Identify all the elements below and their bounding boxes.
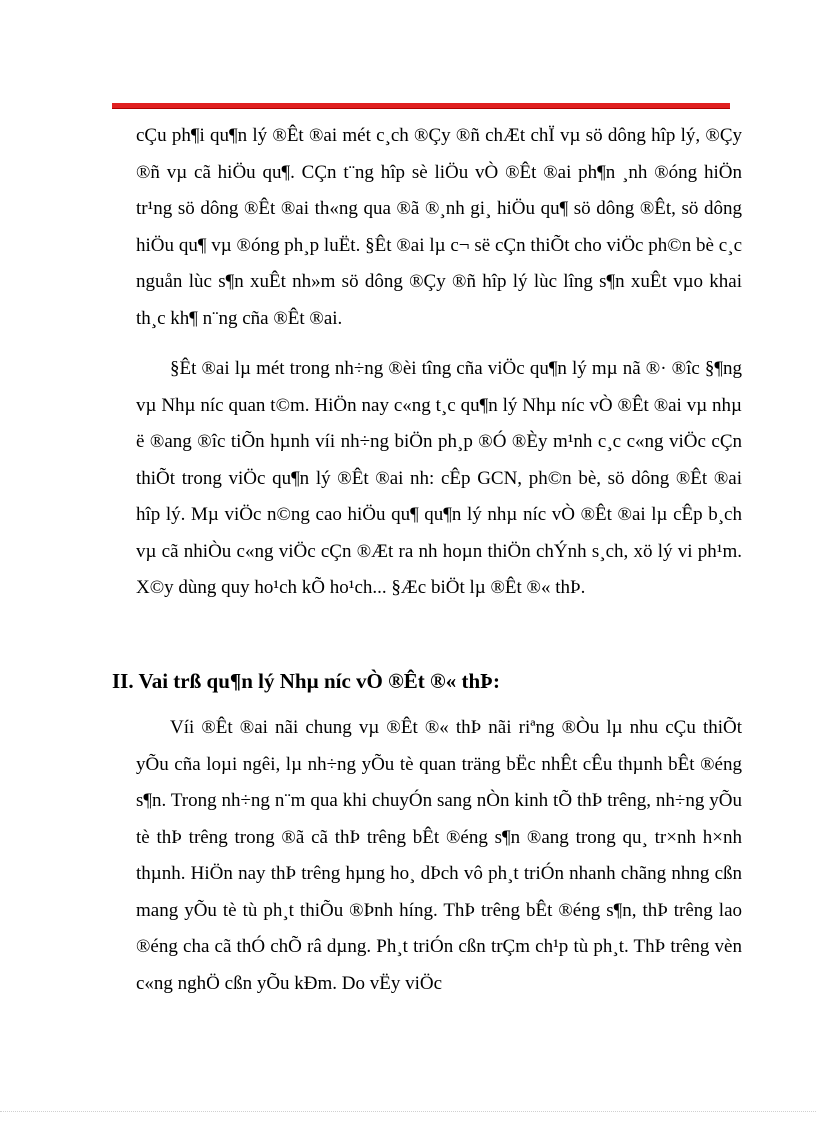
header-rule <box>112 103 730 109</box>
paragraph: cÇu ph¶i qu¶n lý ®Êt ®ai mét c¸ch ®Çy ®ñ chÆt chÏ vµ sö dông hîp lý, ®Çy ®ñ vµ cã hiÖu qu¶. CÇn t¨ng hîp sè liÖu vÒ ®Êt ®ai ph¶n ¸nh ®óng hiÖn tr¹ng sö dông ®Êt ®ai th«ng qua ®ã ®¸nh gi¸ hiÖu qu¶ sö dông ®Êt, sö dông hiÖu qu¶ vµ ®óng ph¸p luËt. §Êt ®ai lµ c¬ së cÇn thiÕt cho viÖc ph©n bè c¸c nguån lùc s¶n xuÊt nh»m sö dông ®Çy ®ñ hîp lý lùc lîng s¶n xuÊt vµo khai th¸c kh¶ n¨ng cña ®Êt ®ai. <box>136 125 742 329</box>
page-bottom-divider <box>0 1111 816 1113</box>
section-1-body <box>136 118 742 607</box>
section-2-body <box>136 710 742 1002</box>
section-heading: II. Vai trß qu¶n lý Nhµ níc vÒ ®Êt ®« thÞ: <box>112 669 500 693</box>
paragraph: §Êt ®ai lµ mét trong nh÷ng ®èi tîng cña viÖc qu¶n lý mµ nã ®· ®îc §¶ng vµ Nhµ níc quan t©m. HiÖn nay c«ng t¸c qu¶n lý Nhµ níc vÒ ®Êt ®ai vµ nhµ ë ®ang ®îc tiÕn hµnh víi nh÷ng biÖn ph¸p ®Ó ®Èy m¹nh c¸c c«ng viÖc cÇn thiÕt trong viÖc qu¶n lý ®Êt ®ai nh: cÊp GCN, ph©n bè, sö dông ®Êt ®ai hîp lý. Mµ viÖc n©ng cao hiÖu qu¶ qu¶n lý nhµ níc vÒ ®Êt ®ai lµ cÊp b¸ch vµ cã nhiÒu c«ng viÖc cÇn ®Æt ra nh hoµn thiÖn chÝnh s¸ch, xö lý vi ph¹m. X©y dùng quy ho¹ch kÕ ho¹ch... §Æc biÖt lµ ®Êt ®« thÞ. <box>136 358 742 598</box>
paragraph: Víi ®Êt ®ai nãi chung vµ ®Êt ®« thÞ nãi riªng ®Òu lµ nhu cÇu thiÕt yÕu cña loµi ngêi, lµ nh÷ng yÕu tè quan träng bËc nhÊt cÊu thµnh bÊt ®éng s¶n. Trong nh÷ng n¨m qua khi chuyÓn sang nÒn kinh tÕ thÞ trêng, nh÷ng yÕu tè thÞ trêng trong ®ã cã thÞ trêng bÊt ®éng s¶n ®ang trong qu¸ tr×nh h×nh thµnh. HiÖn nay thÞ trêng hµng ho¸ dÞch vô ph¸t triÓn nhanh chãng nhng cßn mang yÕu tè tù ph¸t thiÕu ®Þnh híng. ThÞ trêng bÊt ®éng s¶n, thÞ trêng lao ®éng cha cã thÓ chÕ râ dµng. Ph¸t triÓn cßn trÇm ch¹p tù ph¸t. ThÞ trêng vèn c«ng nghÖ cßn yÕu kÐm. Do vËy viÖc <box>136 717 742 994</box>
